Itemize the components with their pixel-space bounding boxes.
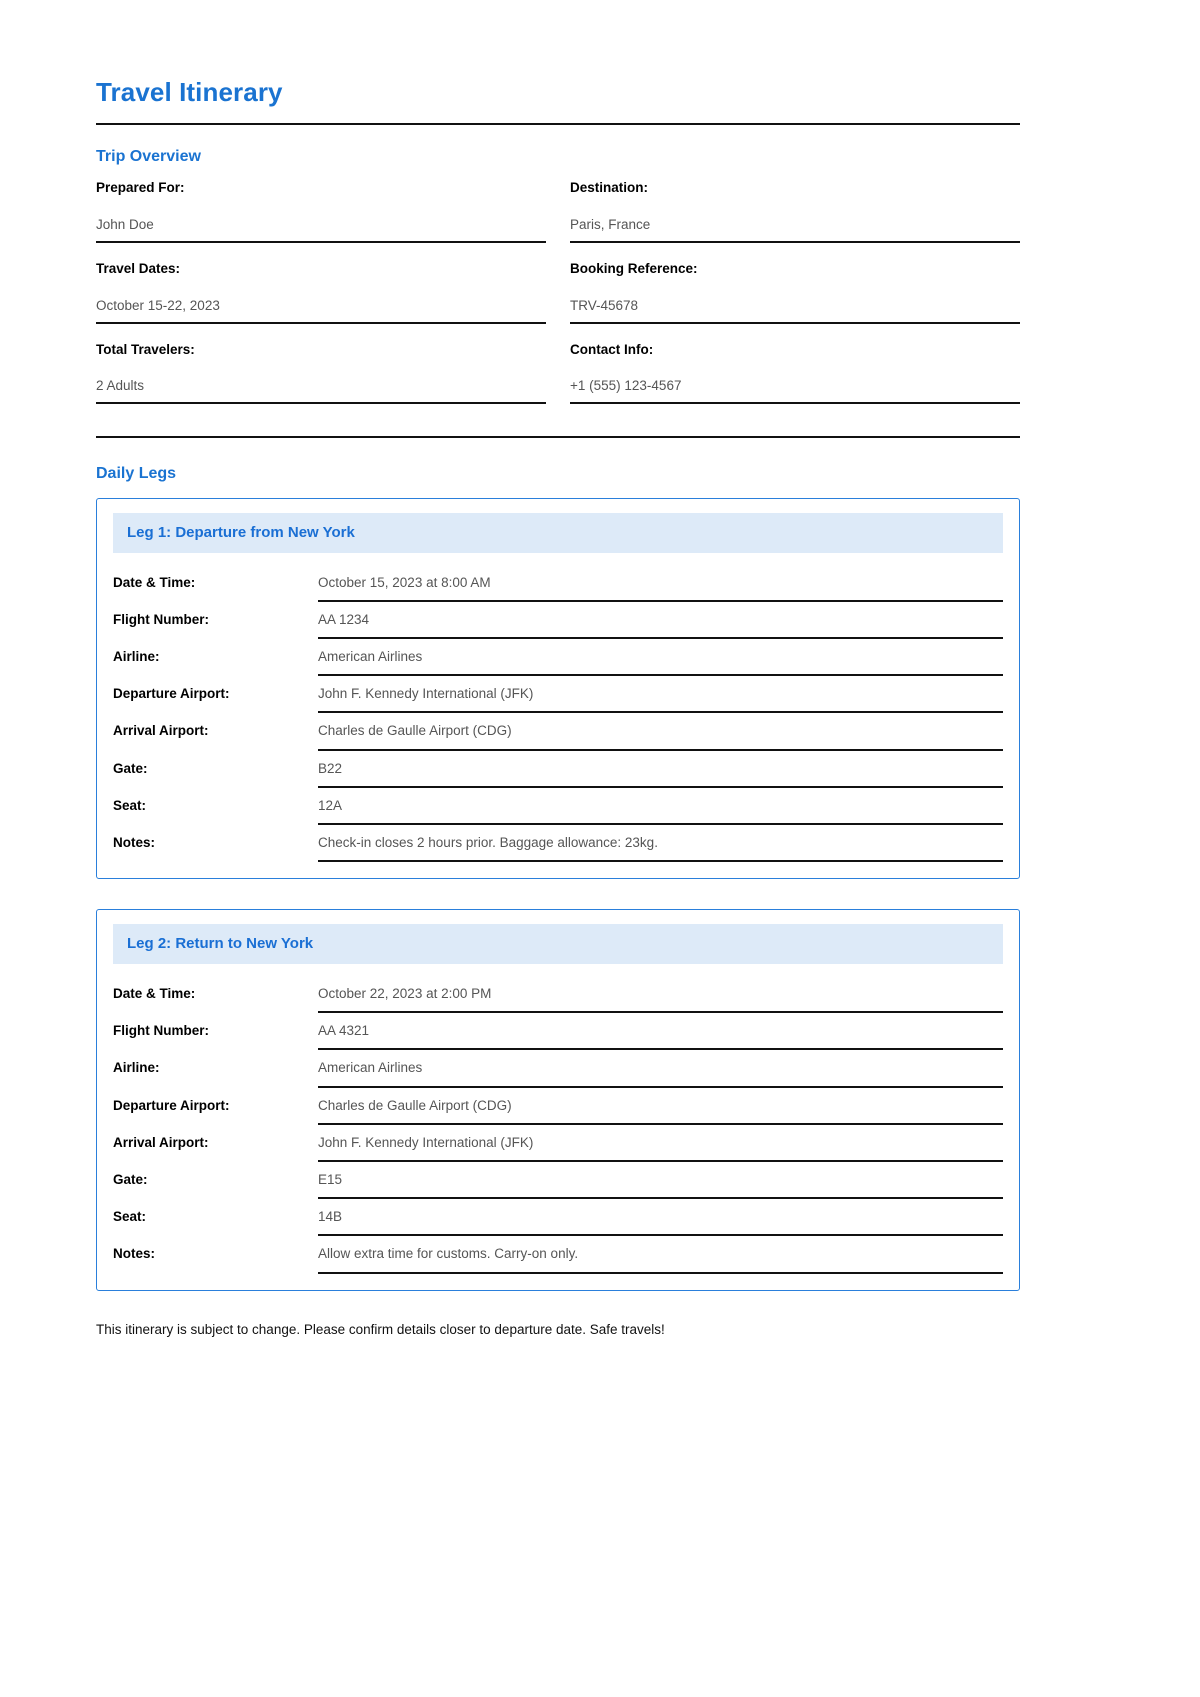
leg-row-value[interactable]: Charles de Gaulle Airport (CDG) <box>318 713 1003 750</box>
leg-header <box>113 513 1003 553</box>
leg-row <box>113 565 1003 602</box>
leg-row <box>113 976 1003 1013</box>
leg-card <box>96 909 1020 1291</box>
leg-row-label: Date & Time: <box>113 574 196 590</box>
overview-value[interactable]: John Doe <box>96 217 546 243</box>
leg-row-value[interactable]: Allow extra time for customs. Carry-on only. <box>318 1236 1003 1273</box>
leg-row <box>113 713 1003 750</box>
leg-row <box>113 1050 1003 1087</box>
overview-value[interactable]: TRV-45678 <box>570 298 1020 324</box>
leg-row-label: Notes: <box>113 1246 156 1262</box>
overview-label: Prepared For: <box>96 179 185 195</box>
leg-row-value[interactable]: AA 1234 <box>318 602 1003 639</box>
leg-row-label: Flight Number: <box>113 1023 209 1039</box>
overview-label: Travel Dates: <box>96 260 181 276</box>
leg-row-label: Date & Time: <box>113 986 196 1002</box>
overview-field-prepared-for <box>96 180 546 261</box>
leg-row-label: Seat: <box>113 1209 147 1225</box>
leg-row <box>113 1013 1003 1050</box>
overview-label: Booking Reference: <box>570 260 698 276</box>
leg-row <box>113 825 1003 862</box>
leg-row-value[interactable]: American Airlines <box>318 639 1003 676</box>
leg-row <box>113 1236 1003 1273</box>
leg-row-value[interactable]: John F. Kennedy International (JFK) <box>318 1125 1003 1162</box>
leg-row-value[interactable]: Charles de Gaulle Airport (CDG) <box>318 1088 1003 1125</box>
leg-row-value[interactable]: American Airlines <box>318 1050 1003 1087</box>
leg-row-label: Notes: <box>113 834 156 850</box>
overview-value[interactable]: Paris, France <box>570 217 1020 243</box>
leg-row-label: Arrival Airport: <box>113 723 209 739</box>
overview-field-travel-dates <box>96 261 546 342</box>
page-title: Travel Itinerary <box>96 77 283 107</box>
leg-row-label: Arrival Airport: <box>113 1134 209 1150</box>
leg-field-list <box>113 565 1003 863</box>
leg-row-value[interactable]: B22 <box>318 751 1003 788</box>
leg-row-value[interactable]: Check-in closes 2 hours prior. Baggage allowance: 23kg. <box>318 825 1003 862</box>
leg-row-label: Gate: <box>113 1172 148 1188</box>
leg-row-value[interactable]: 14B <box>318 1199 1003 1236</box>
leg-row-value[interactable]: E15 <box>318 1162 1003 1199</box>
leg-card <box>96 498 1020 880</box>
overview-field-destination <box>570 180 1020 261</box>
leg-row-label: Departure Airport: <box>113 1097 230 1113</box>
leg-row <box>113 639 1003 676</box>
overview-field-booking-reference <box>570 261 1020 342</box>
leg-row-label: Seat: <box>113 797 147 813</box>
title-divider <box>96 123 1020 125</box>
overview-value[interactable]: October 15-22, 2023 <box>96 298 546 324</box>
leg-row-value[interactable]: October 22, 2023 at 2:00 PM <box>318 976 1003 1013</box>
overview-field-total-travelers <box>96 342 546 423</box>
footer-disclaimer: This itinerary is subject to change. Please confirm details closer to departure date. Safe travels! <box>96 1321 665 1337</box>
overview-value[interactable]: 2 Adults <box>96 378 546 404</box>
leg-field-list <box>113 976 1003 1274</box>
trip-overview-heading: Trip Overview <box>96 147 201 165</box>
overview-label: Total Travelers: <box>96 341 195 357</box>
leg-row-label: Departure Airport: <box>113 686 230 702</box>
leg-row <box>113 1088 1003 1125</box>
leg-row <box>113 1162 1003 1199</box>
overview-field-contact-info <box>570 342 1020 423</box>
overview-value[interactable]: +1 (555) 123-4567 <box>570 378 1020 404</box>
leg-row-value[interactable]: October 15, 2023 at 8:00 AM <box>318 565 1003 602</box>
leg-row <box>113 751 1003 788</box>
leg-row <box>113 676 1003 713</box>
trip-overview-grid <box>96 180 1020 423</box>
leg-row-label: Gate: <box>113 760 148 776</box>
leg-header-label: Leg 1: Departure from New York <box>127 523 355 541</box>
overview-label: Destination: <box>570 179 649 195</box>
daily-legs-heading: Daily Legs <box>96 465 177 483</box>
leg-row <box>113 602 1003 639</box>
overview-label: Contact Info: <box>570 341 654 357</box>
leg-row-label: Airline: <box>113 648 160 664</box>
leg-header-label: Leg 2: Return to New York <box>127 935 314 953</box>
leg-row-value[interactable]: 12A <box>318 788 1003 825</box>
leg-row <box>113 1125 1003 1162</box>
leg-row-value[interactable]: AA 4321 <box>318 1013 1003 1050</box>
leg-header <box>113 924 1003 964</box>
leg-row <box>113 1199 1003 1236</box>
leg-row <box>113 788 1003 825</box>
leg-row-label: Airline: <box>113 1060 160 1076</box>
leg-row-label: Flight Number: <box>113 611 209 627</box>
leg-row-value[interactable]: John F. Kennedy International (JFK) <box>318 676 1003 713</box>
overview-divider <box>96 436 1020 438</box>
